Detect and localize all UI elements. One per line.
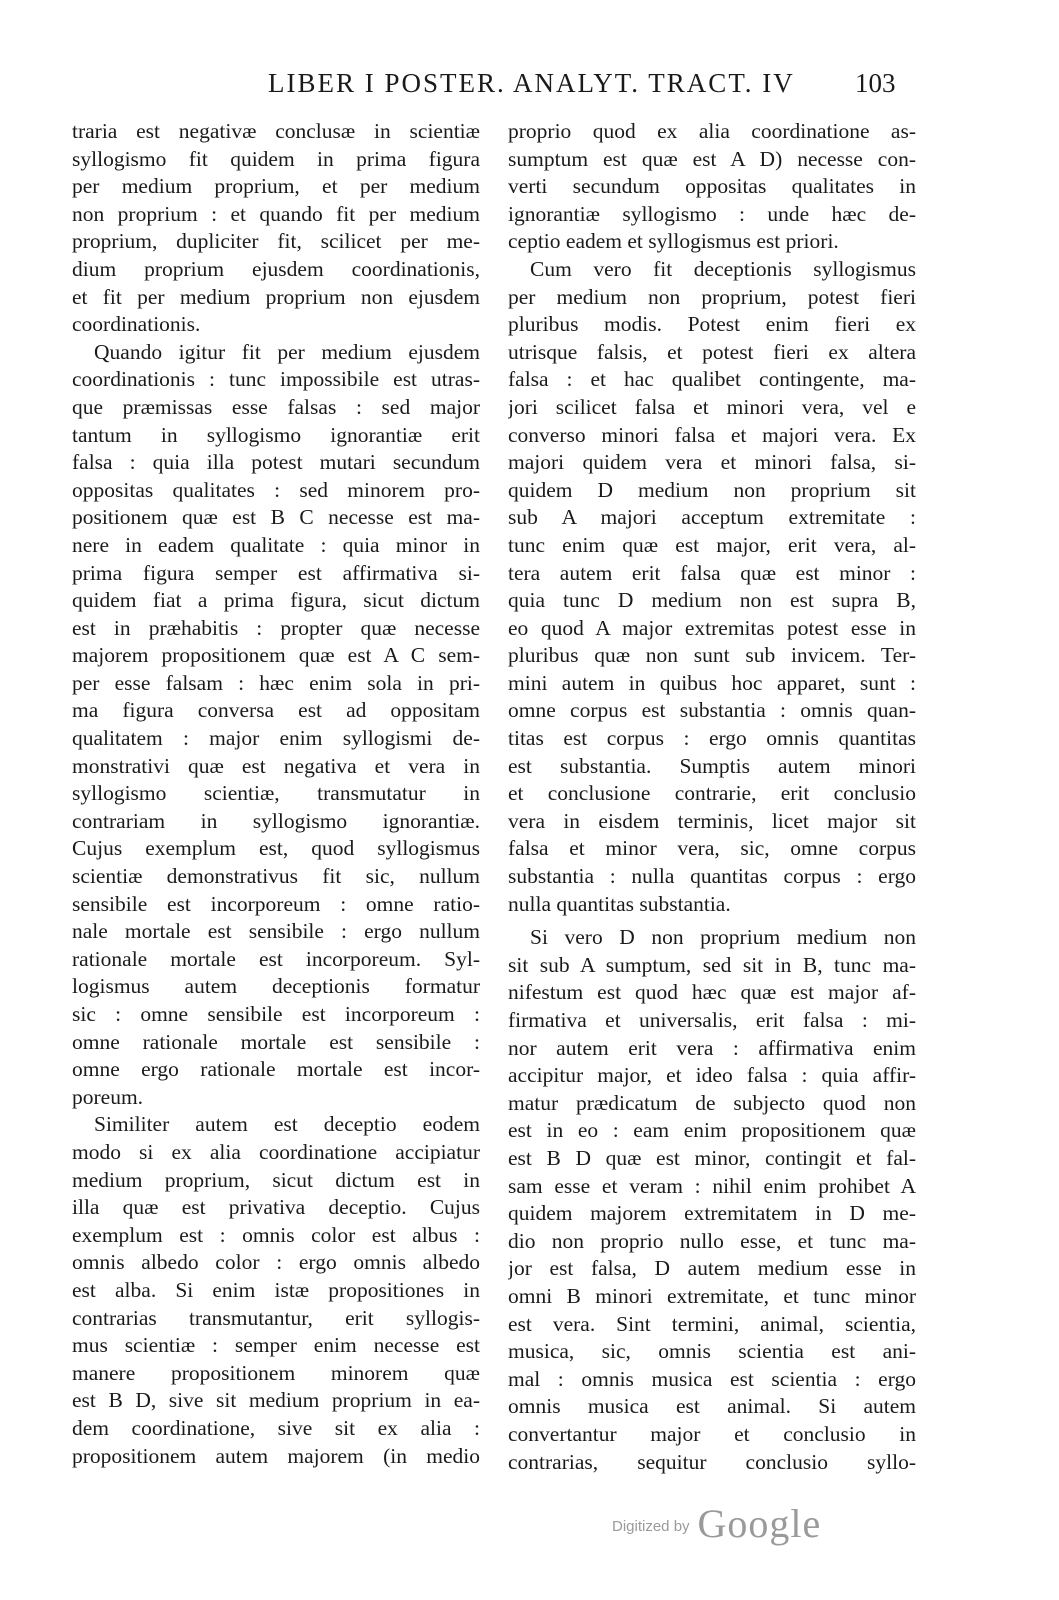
text-line: prima figura semper est affirmativa si- — [72, 560, 480, 585]
text-line: matur prædicatum de subjecto quod non — [508, 1090, 916, 1115]
text-line: est in præhabitis : propter quæ necesse — [72, 615, 480, 640]
text-line: coordinationis. — [72, 312, 201, 337]
text-line: titas est corpus : ergo omnis quantitas — [508, 726, 916, 751]
text-line: est in eo : eam enim propositionem quæ — [508, 1118, 916, 1143]
text-line: traria est negativæ conclusæ in scientiæ — [72, 119, 480, 143]
text-line: tantum in syllogismo ignorantiæ erit — [72, 422, 480, 447]
text-line: proprio quod ex alia coordinatione as- — [508, 119, 916, 143]
text-line: sam esse et veram : nihil enim prohibet A — [508, 1173, 916, 1198]
text-line: tunc enim quæ est major, erit vera, al- — [508, 532, 916, 557]
google-logo: Google — [697, 1501, 822, 1546]
text-line: falsa et minor vera, sic, omne corpus — [508, 836, 916, 861]
text-line: quidem majorem extremitatem in D me- — [508, 1201, 916, 1226]
text-line: jori scilicet falsa et minori vera, vel e — [508, 394, 916, 419]
text-line: sit sub A sumptum, sed sit in B, tunc ma- — [508, 952, 916, 977]
text-line: est substantia. Sumptis autem minori — [508, 753, 916, 778]
text-line: poreum. — [72, 1084, 144, 1109]
text-line: pluribus quæ non sunt sub invicem. Ter- — [508, 643, 916, 668]
text-line: pluribus modis. Potest enim fieri ex — [508, 312, 916, 337]
text-line: modo si ex alia coordinatione accipiatur — [72, 1139, 480, 1164]
watermark-prefix: Digitized by — [612, 1518, 690, 1535]
text-line: nere in eadem qualitate : quia minor in — [72, 532, 480, 557]
text-line: omne corpus est substantia : omnis quan- — [508, 698, 916, 723]
text-line: mus scientiæ : semper enim necesse est — [72, 1333, 480, 1358]
text-line: Similiter autem est deceptio eodem — [94, 1112, 480, 1137]
text-line: jor est falsa, D autem medium esse in — [508, 1256, 916, 1281]
text-line: Si vero D non proprium medium non — [530, 925, 916, 950]
text-line: que præmissas esse falsas : sed major — [72, 394, 480, 419]
text-line: omni B minori extremitate, et tunc minor — [508, 1283, 916, 1308]
left-text-column — [72, 118, 480, 1470]
text-line: monstrativi quæ est negativa et vera in — [72, 753, 480, 778]
text-line: oppositas qualitates : sed minorem pro- — [72, 477, 480, 502]
text-line: eo quod A major extremitas potest esse in — [508, 615, 916, 640]
text-line: et fit per medium proprium non ejusdem — [72, 284, 480, 309]
text-line: proprium, dupliciter fit, scilicet per me- — [72, 229, 480, 254]
text-line: mal : omnis musica est scientia : ergo — [508, 1366, 916, 1391]
text-line: per medium non proprium, potest fieri — [508, 284, 916, 309]
text-line: omnis albedo color : ergo omnis albedo — [72, 1250, 480, 1275]
text-line: logismus autem deceptionis formatur — [72, 974, 480, 999]
text-line: tera autem erit falsa quæ est minor : — [508, 560, 916, 585]
text-line: propositionem autem majorem (in medio — [72, 1443, 480, 1468]
text-line: dio non proprio nullo esse, et tunc ma- — [508, 1228, 916, 1253]
text-line: accipitur major, et ideo falsa : quia affir- — [508, 1063, 916, 1088]
text-line: est vera. Sint termini, animal, scientia, — [508, 1311, 916, 1336]
text-line: omnis musica est animal. Si autem — [508, 1394, 916, 1419]
text-line: Cum vero fit deceptionis syllogismus — [530, 256, 916, 281]
text-line: est B D, sive sit medium proprium in ea- — [72, 1388, 480, 1413]
text-line: manere propositionem minorem quæ — [72, 1360, 480, 1385]
text-line: mini autem in quibus hoc apparet, sunt : — [508, 670, 916, 695]
text-line: illa quæ est privativa deceptio. Cujus — [72, 1195, 480, 1220]
text-line: exemplum est : omnis color est albus : — [72, 1222, 480, 1247]
text-line: utrisque falsis, et potest fieri ex altera — [508, 339, 916, 364]
running-head — [0, 68, 1059, 102]
text-line: medium proprium, sicut dictum est in — [72, 1167, 480, 1192]
running-head-title: LIBER I POSTER. ANALYT. TRACT. IV — [268, 68, 795, 98]
text-line: est alba. Si enim istæ propositiones in — [72, 1277, 480, 1302]
text-line: per esse falsam : hæc enim sola in pri- — [72, 670, 480, 695]
text-line: ceptio eadem et syllogismus est priori. — [508, 229, 839, 254]
text-line: dem coordinatione, sive sit ex alia : — [72, 1415, 480, 1440]
text-line: nor autem erit vera : affirmativa enim — [508, 1035, 916, 1060]
text-line: positionem quæ est B C necesse est ma- — [72, 505, 480, 530]
text-line: contrarias transmutantur, erit syllogis- — [72, 1305, 480, 1330]
text-line: musica, sic, omnis scientia est ani- — [508, 1339, 916, 1364]
text-line: contrarias, sequitur conclusio syllo- — [508, 1449, 916, 1474]
text-line: sub A majori acceptum extremitate : — [508, 505, 916, 530]
text-line: scientiæ demonstrativus fit sic, nullum — [72, 864, 480, 889]
text-line: rationale mortale est incorporeum. Syl- — [72, 946, 480, 971]
text-line: sumptum est quæ est A D) necesse con- — [508, 146, 916, 171]
text-line: nulla quantitas substantia. — [508, 891, 731, 916]
text-line: syllogismo fit quidem in prima figura — [72, 146, 480, 171]
text-line: ignorantiæ syllogismo : unde hæc de- — [508, 201, 916, 226]
text-line: omne ergo rationale mortale est incor- — [72, 1057, 480, 1082]
text-line: substantia : nulla quantitas corpus : ergo — [508, 864, 916, 889]
text-line: quidem D medium non proprium sit — [508, 477, 916, 502]
text-line: firmativa et universalis, erit falsa : mi- — [508, 1008, 916, 1032]
text-line: falsa : quia illa potest mutari secundum — [72, 450, 480, 475]
text-line: vera in eisdem terminis, licet major sit — [508, 808, 916, 833]
text-line: Quando igitur fit per medium ejusdem — [94, 339, 480, 364]
text-line: qualitatem : major enim syllogismi de- — [72, 726, 480, 751]
text-line: nifestum est quod hæc quæ est major af- — [508, 980, 916, 1005]
text-line: ma figura conversa est ad oppositam — [72, 698, 480, 723]
text-line: falsa : et hac qualibet contingente, ma- — [508, 367, 916, 392]
page-number: 103 — [855, 68, 896, 98]
text-line: majorem propositionem quæ est A C sem- — [72, 643, 480, 668]
text-line: quidem fiat a prima figura, sicut dictum — [72, 588, 480, 613]
text-line: omne rationale mortale est sensibile : — [72, 1029, 480, 1054]
text-line: verti secundum oppositas qualitates in — [508, 174, 916, 199]
digitized-by-google-watermark — [612, 1500, 821, 1547]
text-line: contrariam in syllogismo ignorantiæ. — [72, 808, 480, 833]
text-line: dium proprium ejusdem coordinationis, — [72, 256, 480, 281]
text-line: quia tunc D medium non est supra B, — [508, 588, 916, 613]
text-line: nale mortale est sensibile : ergo nullum — [72, 919, 480, 944]
text-line: sensibile est incorporeum : omne ratio- — [72, 891, 480, 916]
right-text-column — [508, 118, 916, 1476]
text-line: et conclusione contrarie, erit conclusio — [508, 781, 916, 806]
text-line: majori quidem vera et minori falsa, si- — [508, 450, 916, 475]
text-line: syllogismo scientiæ, transmutatur in — [72, 781, 480, 806]
text-line: Cujus exemplum est, quod syllogismus — [72, 836, 480, 861]
text-line: convertantur major et conclusio in — [508, 1421, 916, 1446]
text-line: sic : omne sensibile est incorporeum : — [72, 1002, 480, 1026]
text-line: per medium proprium, et per medium — [72, 174, 480, 199]
text-line: non proprium : et quando fit per medium — [72, 201, 480, 226]
text-line: converso minori falsa et majori vera. Ex — [508, 422, 916, 447]
text-line: est B D quæ est minor, contingit et fal- — [508, 1145, 916, 1170]
text-line: coordinationis : tunc impossibile est utras- — [72, 367, 480, 392]
